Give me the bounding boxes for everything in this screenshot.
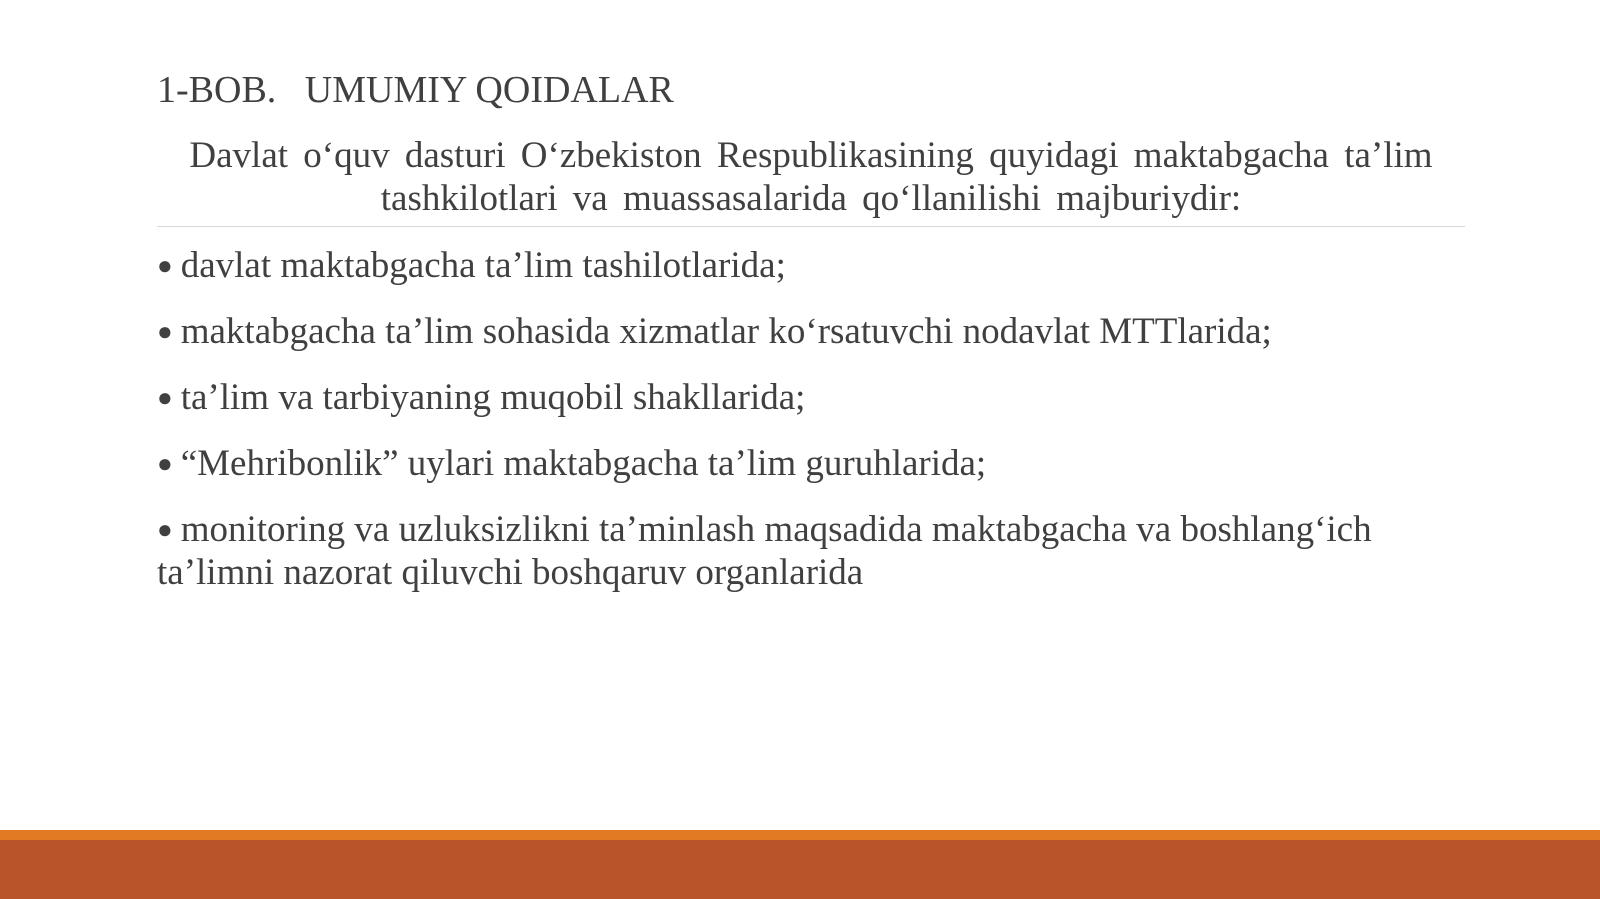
- bullet-text: monitoring va uzluksizlikni ta’minlash maqsadida maktabgacha va boshlang‘ich ta’limni nazorat qiluvchi boshqaruv organlarida: [157, 509, 1372, 593]
- bullet-text: “Mehribonlik” uylari maktabgacha ta’lim guruhlarida;: [180, 443, 987, 484]
- footer-accent-stripe: [0, 830, 1600, 840]
- bullet-text: davlat maktabgacha ta’lim tashilotlarida;: [180, 245, 786, 286]
- bullet-dot-icon: ●: [157, 251, 173, 280]
- bullet-item: [157, 376, 1457, 419]
- bullet-item: [157, 442, 1457, 485]
- bullet-item: [157, 508, 1457, 594]
- bullet-dot-icon: ●: [157, 317, 173, 346]
- bullet-text: ta’lim va tarbiyaning muqobil shakllarida;: [180, 377, 806, 418]
- bullet-dot-icon: ●: [157, 383, 173, 412]
- slide-title: 1-BOB. UMUMIY QOIDALAR: [157, 69, 674, 111]
- bullet-dot-icon: ●: [157, 449, 173, 478]
- bullet-item: [157, 244, 1457, 287]
- bullet-dot-icon: ●: [157, 515, 173, 544]
- slide-subtitle: Davlat o‘quv dasturi O‘zbekiston Respublikasining quyidagi maktabgacha ta’lim tashkilotlari va muassasalarida qo‘llanilishi majburiydir:: [189, 135, 1433, 219]
- bullet-list: [157, 244, 1457, 617]
- bullet-text: maktabgacha ta’lim sohasida xizmatlar ko‘rsatuvchi nodavlat MTTlarida;: [180, 311, 1272, 352]
- bullet-item: [157, 310, 1457, 353]
- divider-line: [157, 226, 1465, 227]
- footer-band: [0, 840, 1600, 899]
